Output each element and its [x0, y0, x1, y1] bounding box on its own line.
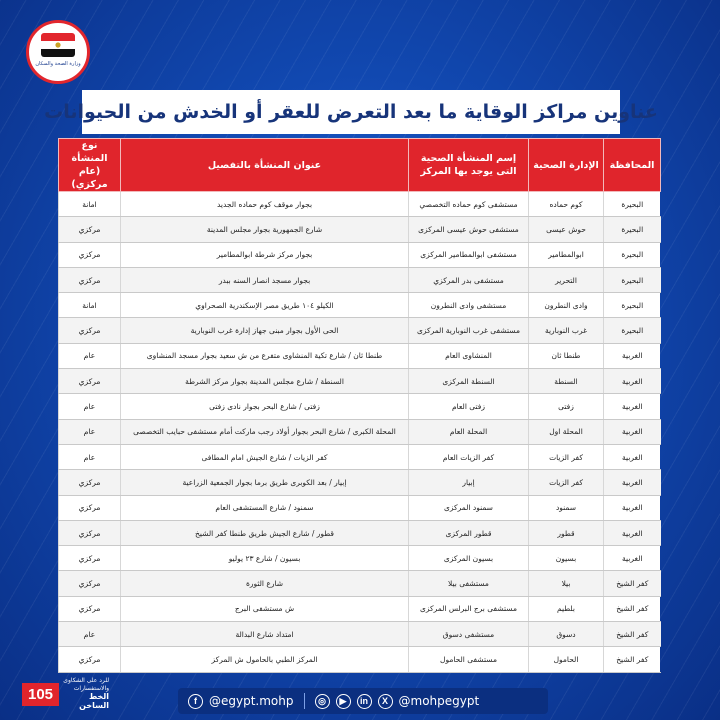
cell-address: إبيار / بعد الكوبرى طريق برما بجوار الجمعية الزراعية	[121, 470, 409, 495]
logo-caption: وزارة الصحة والسكان	[35, 61, 81, 67]
table-row	[59, 470, 661, 495]
cell-address: الكيلو ١٠٤ طريق مصر الإسكندرية الصحراوي	[121, 293, 409, 318]
header-address: عنوان المنشأة بالتفصيل	[121, 139, 409, 192]
cell-governorate: كفر الشيخ	[604, 571, 661, 596]
cell-facility: مستشفى كوم حماده التخصصي	[409, 192, 529, 217]
cell-address: بجوار مسجد انصار السنه ببدر	[121, 267, 409, 292]
cell-facility: مستشفى وادى النطرون	[409, 293, 529, 318]
cell-governorate: الغربية	[604, 343, 661, 368]
cell-governorate: الغربية	[604, 520, 661, 545]
cell-address: السنطة / شارع مجلس المدينة بجوار مركز الشرطة	[121, 369, 409, 394]
cell-facility: مستشفى حوش عيسى المركزى	[409, 217, 529, 242]
cell-governorate: البحيرة	[604, 192, 661, 217]
table-row	[59, 444, 661, 469]
cell-governorate: الغربية	[604, 546, 661, 571]
cell-facility-type: امانة	[59, 293, 121, 318]
cell-facility-type: مركزي	[59, 267, 121, 292]
youtube-icon[interactable]: ▶	[336, 694, 351, 709]
cell-facility-type: مركزي	[59, 495, 121, 520]
cell-facility-type: مركزي	[59, 571, 121, 596]
cell-facility: مستشفى الحامول	[409, 647, 529, 672]
cell-address: كفر الزيات / شارع الجيش امام المطافى	[121, 444, 409, 469]
table-row	[59, 217, 661, 242]
header-governorate: المحافظة	[604, 139, 661, 192]
table-header-row	[59, 139, 661, 192]
cell-health-admin: ابوالمطامير	[529, 242, 604, 267]
table-row	[59, 192, 661, 217]
cell-governorate: البحيرة	[604, 293, 661, 318]
cell-health-admin: بيلا	[529, 571, 604, 596]
cell-health-admin: الحامول	[529, 647, 604, 672]
table-row	[59, 343, 661, 368]
cell-facility-type: مركزي	[59, 596, 121, 621]
table-row	[59, 596, 661, 621]
table-row	[59, 647, 661, 672]
cell-address: بجوار موقف كوم حماده الجديد	[121, 192, 409, 217]
cell-facility: المنشاوى العام	[409, 343, 529, 368]
table-row	[59, 318, 661, 343]
table-row	[59, 267, 661, 292]
cell-facility: زفتى العام	[409, 394, 529, 419]
egypt-flag-icon	[41, 33, 75, 57]
cell-address: سمنود / شارع المستشفى العام	[121, 495, 409, 520]
cell-facility: مستشفى بيلا	[409, 571, 529, 596]
cell-facility: مستشفى ابوالمطامير المركزى	[409, 242, 529, 267]
header-facility: إسم المنشأة الصحية التى يوجد بها المركز	[409, 139, 529, 192]
cell-governorate: الغربية	[604, 495, 661, 520]
cell-facility-type: عام	[59, 419, 121, 444]
table-row	[59, 546, 661, 571]
cell-address: شارع الجمهورية بجوار مجلس المدينة	[121, 217, 409, 242]
social-bar	[178, 688, 548, 714]
cell-health-admin: بسيون	[529, 546, 604, 571]
cell-facility: مستشفى دسوق	[409, 622, 529, 647]
cell-facility: سمنود المركزى	[409, 495, 529, 520]
linkedin-icon[interactable]: in	[357, 694, 372, 709]
table-row	[59, 622, 661, 647]
facebook-handle[interactable]: @egypt.mohp	[209, 694, 294, 708]
cell-address: بجوار مركز شرطة ابوالمطامير	[121, 242, 409, 267]
cell-address: طنطا ثان / شارع تكية المنشاوى متفرع من ش سعيد بجوار مسجد المنشاوى	[121, 343, 409, 368]
table-row	[59, 242, 661, 267]
cell-health-admin: طنطا ثان	[529, 343, 604, 368]
cell-facility-type: عام	[59, 394, 121, 419]
x-icon[interactable]: X	[378, 694, 393, 709]
cell-health-admin: وادى النطرون	[529, 293, 604, 318]
cell-facility-type: مركزي	[59, 647, 121, 672]
cell-facility: السنطة المركزى	[409, 369, 529, 394]
cell-facility: قطور المركزى	[409, 520, 529, 545]
social-handle[interactable]: @mohpegypt	[398, 694, 480, 708]
hotline-caption: الخط الساخن	[79, 692, 110, 710]
cell-facility: مستشفى بدر المركزي	[409, 267, 529, 292]
cell-address: قطور / شارع الجيش طريق طنطا كفر الشيخ	[121, 520, 409, 545]
table-row	[59, 293, 661, 318]
hotline-badge	[22, 677, 110, 710]
cell-governorate: الغربية	[604, 444, 661, 469]
cell-facility: كفر الزيات العام	[409, 444, 529, 469]
cell-governorate: البحيرة	[604, 217, 661, 242]
cell-facility-type: مركزي	[59, 242, 121, 267]
cell-governorate: كفر الشيخ	[604, 596, 661, 621]
cell-governorate: الغربية	[604, 470, 661, 495]
cell-address: بسيون / شارع ٢٣ يوليو	[121, 546, 409, 571]
cell-facility: مستشفى غرب النوبارية المركزى	[409, 318, 529, 343]
cell-health-admin: غرب النوبارية	[529, 318, 604, 343]
cell-facility-type: عام	[59, 343, 121, 368]
cell-facility: إبيار	[409, 470, 529, 495]
cell-health-admin: كفر الزيات	[529, 470, 604, 495]
cell-facility-type: امانة	[59, 192, 121, 217]
header-facility-type: نوع المنشأة (عام مركزي)	[59, 139, 121, 192]
cell-facility-type: مركزي	[59, 318, 121, 343]
cell-governorate: البحيرة	[604, 267, 661, 292]
cell-facility: بسيون المركزى	[409, 546, 529, 571]
cell-health-admin: كفر الزيات	[529, 444, 604, 469]
cell-governorate: البحيرة	[604, 242, 661, 267]
cell-address: امتداد شارع البدالة	[121, 622, 409, 647]
table-row	[59, 369, 661, 394]
cell-health-admin: سمنود	[529, 495, 604, 520]
cell-health-admin: كوم حماده	[529, 192, 604, 217]
centers-table	[58, 138, 660, 673]
cell-address: شارع الثورة	[121, 571, 409, 596]
hotline-label	[63, 677, 109, 711]
cell-address: الحى الأول بجوار مبنى جهاز إدارة غرب النوبارية	[121, 318, 409, 343]
divider	[304, 693, 305, 709]
instagram-icon[interactable]: ◎	[315, 694, 330, 709]
table-row	[59, 520, 661, 545]
cell-facility-type: عام	[59, 444, 121, 469]
cell-health-admin: المحلة اول	[529, 419, 604, 444]
header-health-admin: الإدارة الصحية	[529, 139, 604, 192]
title-banner	[44, 90, 658, 134]
hotline-subcaption: للرد على الشكاوى والاستفسارات	[63, 677, 110, 692]
cell-governorate: كفر الشيخ	[604, 647, 661, 672]
table-row	[59, 571, 661, 596]
table-row	[59, 394, 661, 419]
hotline-number: 105	[22, 683, 59, 706]
cell-health-admin: السنطة	[529, 369, 604, 394]
cell-facility-type: مركزي	[59, 520, 121, 545]
cell-governorate: الغربية	[604, 369, 661, 394]
ministry-logo	[26, 20, 90, 84]
facebook-icon[interactable]: f	[188, 694, 203, 709]
cell-address: ش مستشفى البرج	[121, 596, 409, 621]
cell-facility: المحلة العام	[409, 419, 529, 444]
cell-address: المركز الطبي بالحامول ش المركز	[121, 647, 409, 672]
cell-governorate: البحيرة	[604, 318, 661, 343]
cell-governorate: كفر الشيخ	[604, 622, 661, 647]
table-row	[59, 419, 661, 444]
cell-facility-type: مركزي	[59, 217, 121, 242]
cell-health-admin: دسوق	[529, 622, 604, 647]
cell-health-admin: بلطيم	[529, 596, 604, 621]
cell-health-admin: التحرير	[529, 267, 604, 292]
cell-facility-type: مركزي	[59, 470, 121, 495]
cell-facility: مستشفى برج البرلس المركزى	[409, 596, 529, 621]
cell-address: المحلة الكبرى / شارع البحر بجوار أولاد رجب ماركت أمام مستشفى حبايب التخصصى	[121, 419, 409, 444]
cell-facility-type: مركزي	[59, 546, 121, 571]
cell-health-admin: قطور	[529, 520, 604, 545]
table-row	[59, 495, 661, 520]
cell-facility-type: مركزي	[59, 369, 121, 394]
cell-address: زفتى / شارع البحر بجوار نادى زفتى	[121, 394, 409, 419]
cell-governorate: الغربية	[604, 394, 661, 419]
cell-facility-type: عام	[59, 622, 121, 647]
cell-health-admin: زفتى	[529, 394, 604, 419]
page-title: عناوين مراكز الوقاية ما بعد التعرض للعقر أو الخدش من الحيوانات	[44, 101, 658, 123]
cell-health-admin: حوش عيسى	[529, 217, 604, 242]
cell-governorate: الغربية	[604, 419, 661, 444]
